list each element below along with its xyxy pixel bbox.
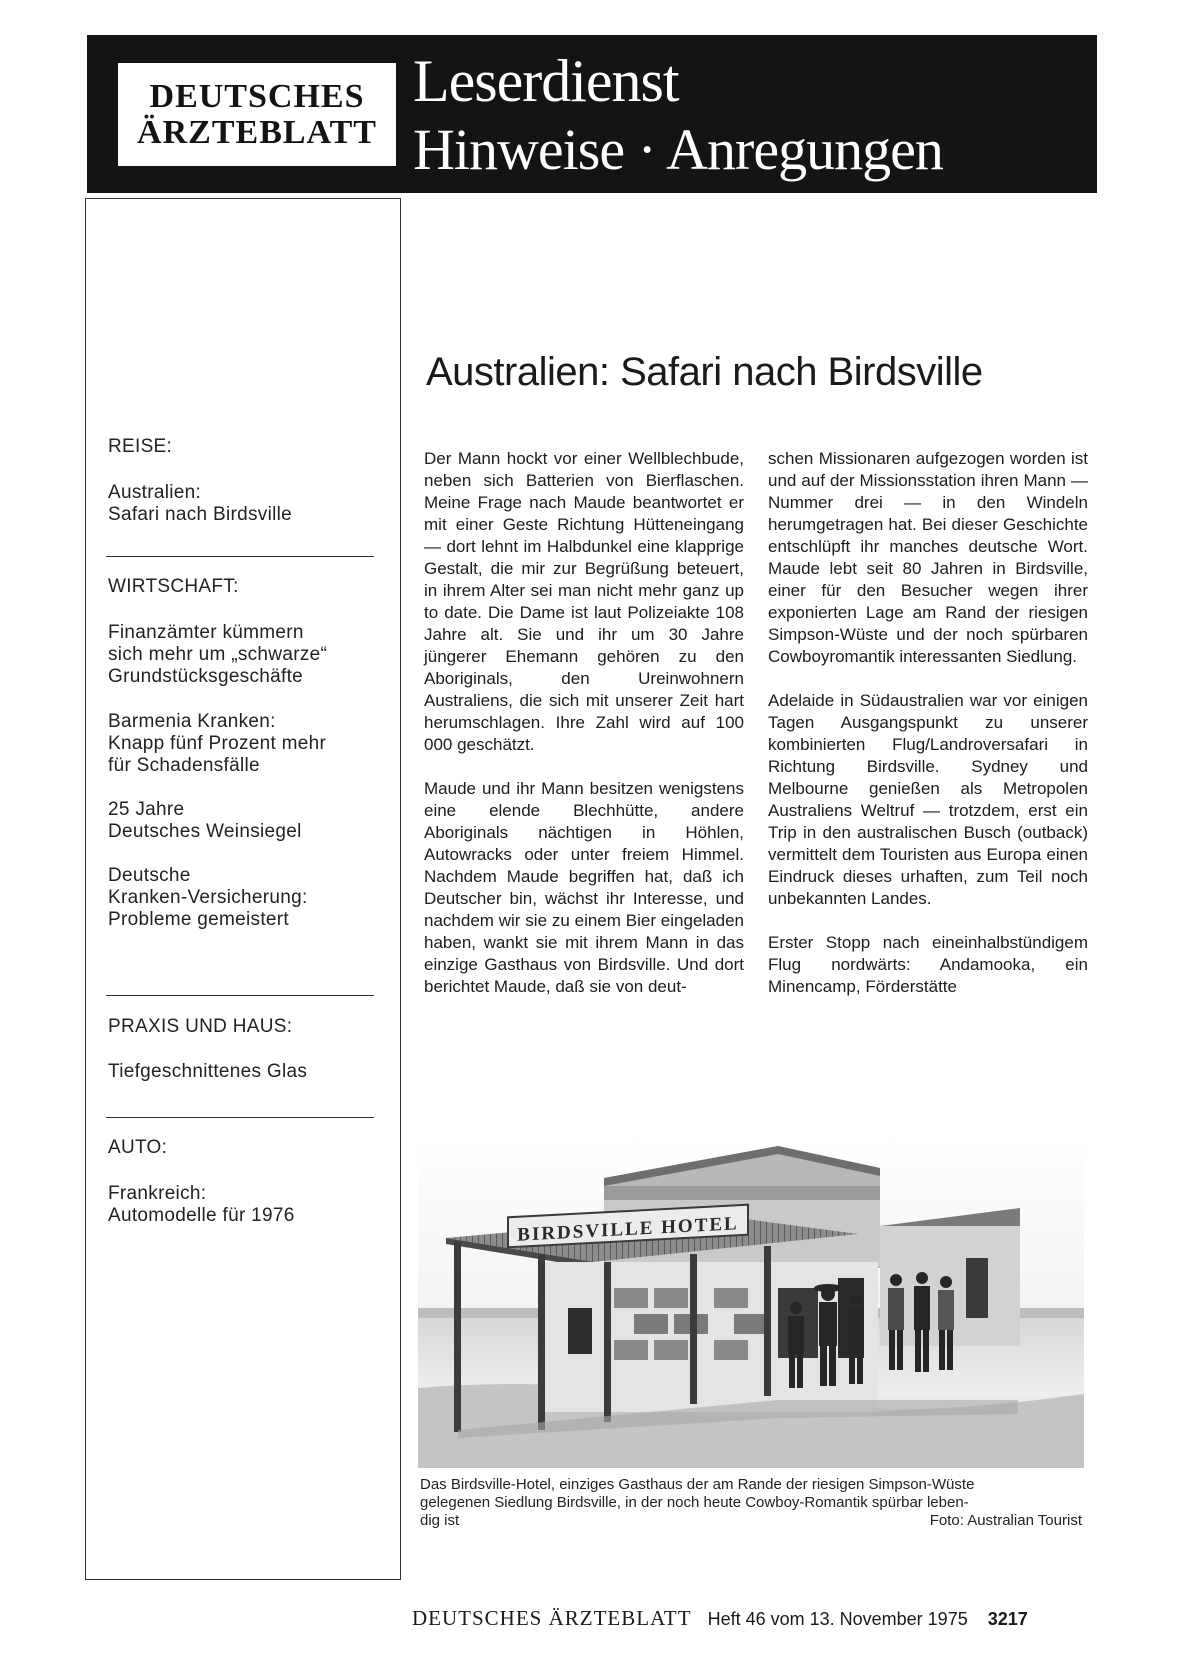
section-subtitle: Hinweise · Anregungen xyxy=(413,117,943,182)
article-title: Australien: Safari nach Birdsville xyxy=(426,350,983,394)
photo-credit: Foto: Australian Tourist xyxy=(929,1512,1082,1529)
sidebar-entry-line: Australien: xyxy=(108,482,202,503)
sidebar-entry-line: Tiefgeschnittenes Glas xyxy=(108,1061,308,1082)
publication-logo xyxy=(118,63,396,166)
sidebar-entry-line: sich mehr um „schwarze“ xyxy=(108,644,328,665)
sidebar-entry-line: Grundstücksgeschäfte xyxy=(108,666,304,687)
footer-issue: Heft 46 vom 13. November 1975 xyxy=(707,1609,968,1629)
sidebar-heading-praxis: PRAXIS UND HAUS: xyxy=(108,1016,293,1037)
sidebar-entry[interactable] xyxy=(108,1183,380,1227)
logo-line-2: ÄRZTEBLATT xyxy=(137,113,377,151)
article-paragraph: Erster Stopp nach eineinhalbstündigem Flug nordwärts: Andamooka, ein Minencamp, Förderstätte xyxy=(768,933,1088,996)
logo-line-1: DEUTSCHES xyxy=(149,77,365,115)
article-paragraph: schen Missionaren aufgezogen worden ist und auf der Missionsstation ihren Mann — Nummer drei — in den Windeln herumgetragen hat. Bei dieser Geschichte entschlüpft ihr manches deutsche Wort. Maude lebt seit 80 Jahren in Birdsville, einer für den Besucher wegen ihrer exponierten Lage am Rand der riesigen Simpson-Wüste und der noch spürbaren Cowboyromantik interessanten Siedlung. xyxy=(768,449,1088,666)
sidebar-entry-line: Automodelle für 1976 xyxy=(108,1205,295,1226)
article-paragraph: Adelaide in Südaustralien war vor einigen Tagen Ausgangspunkt zu unserer kombinierten Flug/Landroversafari in Richtung Birdsville. Sydney und Melbourne genießen als Metropolen Australiens Weltruf — trotzdem, erst ein Trip in den australischen Busch (outback) vermittelt dem Touristen aus Europa einen Eindruck dieses urhaften, zum Teil noch unbekannten Landes. xyxy=(768,691,1088,908)
sidebar-divider xyxy=(106,1117,374,1118)
sidebar-heading-reise: REISE: xyxy=(108,436,173,457)
sidebar-entry-line: Knapp fünf Prozent mehr xyxy=(108,733,327,754)
hotel-photo xyxy=(418,1138,1084,1468)
section-title: Leserdienst xyxy=(413,48,679,114)
sidebar-heading-wirtschaft: WIRTSCHAFT: xyxy=(108,576,239,597)
sidebar-entry[interactable] xyxy=(108,622,380,688)
contents-sidebar xyxy=(85,198,401,1580)
sidebar-entry-line: Probleme gemeistert xyxy=(108,909,289,930)
article-paragraph: Der Mann hockt vor einer Wellblechbude, neben sich Batterien von Bierflaschen. Meine Frage nach Maude beantwortet er mit einer Geste Richtung Hütteneingang — dort lehnt im Halbdunkel eine klapprige Gestalt, die mir zur Begrüßung beteuert, in ihrem Alter sei man nicht mehr ganz up to date. Die Dame ist laut Polizeiakte 108 Jahre alt. Sie und ihr um 30 Jahre jüngerer Ehemann gehören zu den Aboriginals, den Ureinwohnern Australiens, die sich mit unserer Zeit hart herumschlagen. Ihre Zahl wird auf 100 000 geschätzt. xyxy=(424,449,744,754)
sidebar-entry-line: Deutsches Weinsiegel xyxy=(108,821,302,842)
sidebar-entry[interactable] xyxy=(108,799,380,843)
sidebar-entry[interactable] xyxy=(108,711,380,777)
page-number: 3217 xyxy=(987,1609,1028,1629)
sidebar-divider xyxy=(106,556,374,557)
hotel-sign: BIRDSVILLE HOTEL xyxy=(517,1213,739,1246)
sidebar-entry-line: Deutsche xyxy=(108,865,191,886)
caption-line: gelegenen Siedlung Birdsville, in der noch heute Cowboy-Romantik spürbar leben- xyxy=(420,1494,969,1511)
page-footer xyxy=(412,1606,1028,1631)
article-column-2 xyxy=(768,448,1088,1020)
footer-publication: DEUTSCHES ÄRZTEBLATT xyxy=(412,1606,692,1630)
sidebar-entry-line: Safari nach Birdsville xyxy=(108,504,293,525)
article-column-1 xyxy=(424,448,744,1020)
masthead xyxy=(87,35,1097,193)
sidebar-entry-line: Kranken-Versicherung: xyxy=(108,887,308,908)
sidebar-entry-line: 25 Jahre xyxy=(108,799,185,820)
sidebar-entry[interactable] xyxy=(108,865,380,931)
caption-line: Das Birdsville-Hotel, einziges Gasthaus der am Rande der riesigen Simpson-Wüste xyxy=(420,1476,975,1493)
sidebar-entry-line: Barmenia Kranken: xyxy=(108,711,276,732)
article-paragraph: Maude und ihr Mann besitzen wenigstens eine elende Blechhütte, andere Aboriginals nächtigen in Höhlen, Autowracks oder unter freiem Himmel. Nachdem Maude begriffen hat, daß ich Deutscher bin, wächst ihr Interesse, und nachdem wir sie zu einem Bier eingeladen haben, wankt sie mit ihrem Mann in das einzige Gasthaus von Birdsville. Und dort berichtet Maude, daß sie von deut- xyxy=(424,779,744,996)
sidebar-heading-auto: AUTO: xyxy=(108,1137,168,1158)
sidebar-entry-line: Frankreich: xyxy=(108,1183,207,1204)
sidebar-entry-line: für Schadensfälle xyxy=(108,755,260,776)
photo-caption xyxy=(420,1476,1082,1530)
caption-line: dig ist xyxy=(420,1512,460,1529)
sidebar-entry[interactable] xyxy=(108,482,380,526)
sidebar-entry-line: Finanzämter kümmern xyxy=(108,622,304,643)
sidebar-entry[interactable] xyxy=(108,1061,380,1083)
sidebar-divider xyxy=(106,995,374,996)
